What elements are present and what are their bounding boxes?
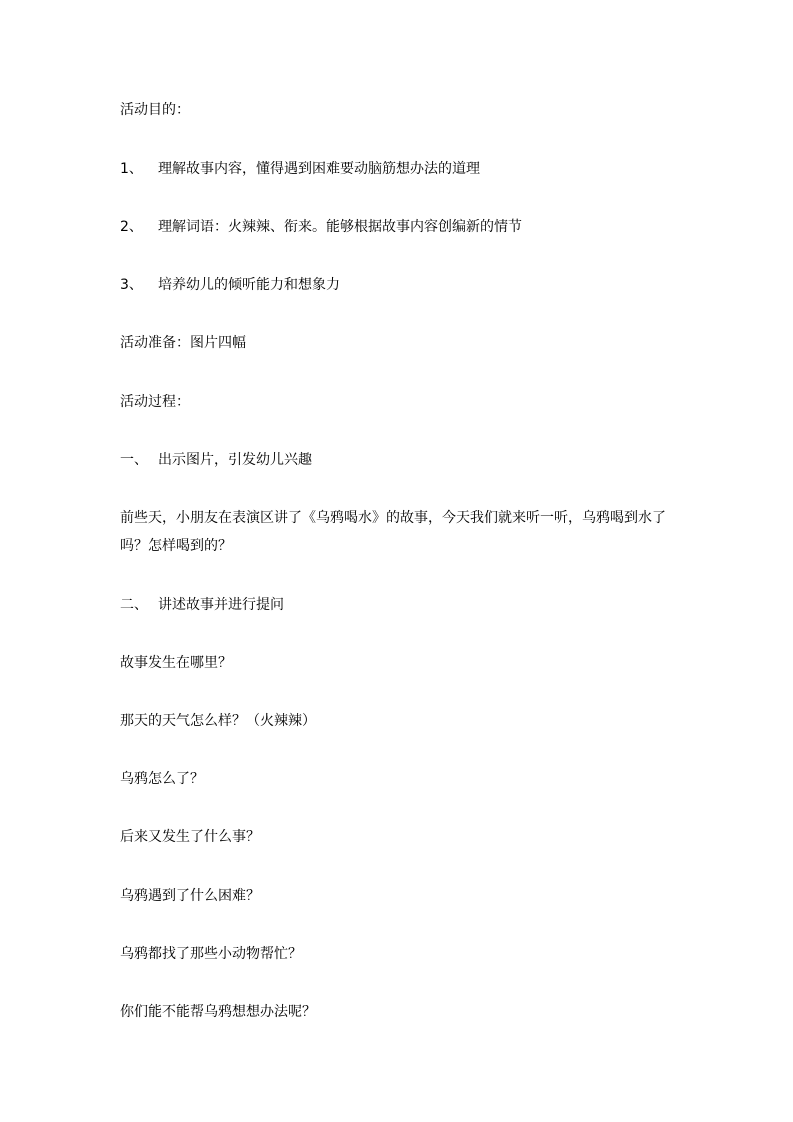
question-6: 乌鸦都找了那些小动物帮忙？ [120,946,302,962]
process-heading: 活动过程： [120,394,190,410]
question-5: 乌鸦遇到了什么困难？ [120,888,260,904]
goal-item-3 [120,275,340,295]
step-text: 出示图片，引发幼儿兴趣 [158,452,312,468]
goal-item-1 [120,159,480,179]
question-3: 乌鸦怎么了？ [120,771,204,787]
question-7: 你们能不能帮乌鸦想想办法呢？ [120,1004,316,1020]
question-1: 故事发生在哪里？ [120,655,232,671]
preparation-line: 活动准备：图片四幅 [120,335,246,351]
step-number: 二、 [120,597,148,613]
goal-item-2 [120,217,522,237]
step-text: 讲述故事并进行提问 [158,597,284,613]
goal-text: 培养幼儿的倾听能力和想象力 [158,277,340,293]
goals-heading: 活动目的： [120,102,190,118]
step-number: 一、 [120,452,148,468]
step-2 [120,595,284,615]
question-4: 后来又发生了什么事？ [120,829,260,845]
goal-number: 3、 [120,277,143,293]
goal-number: 2、 [120,219,143,235]
goal-text: 理解词语：火辣辣、衔来。能够根据故事内容创编新的情节 [158,219,522,235]
goal-number: 1、 [120,161,143,177]
intro-paragraph: 前些天，小朋友在表演区讲了《乌鸦喝水》的故事，今天我们就来听一听，乌鸦喝到水了吗？怎样喝到的？ [120,510,666,554]
goal-text: 理解故事内容，懂得遇到困难要动脑筋想办法的道理 [158,161,480,177]
step-1 [120,450,312,470]
question-2: 那天的天气怎么样？（火辣辣） [120,713,316,729]
